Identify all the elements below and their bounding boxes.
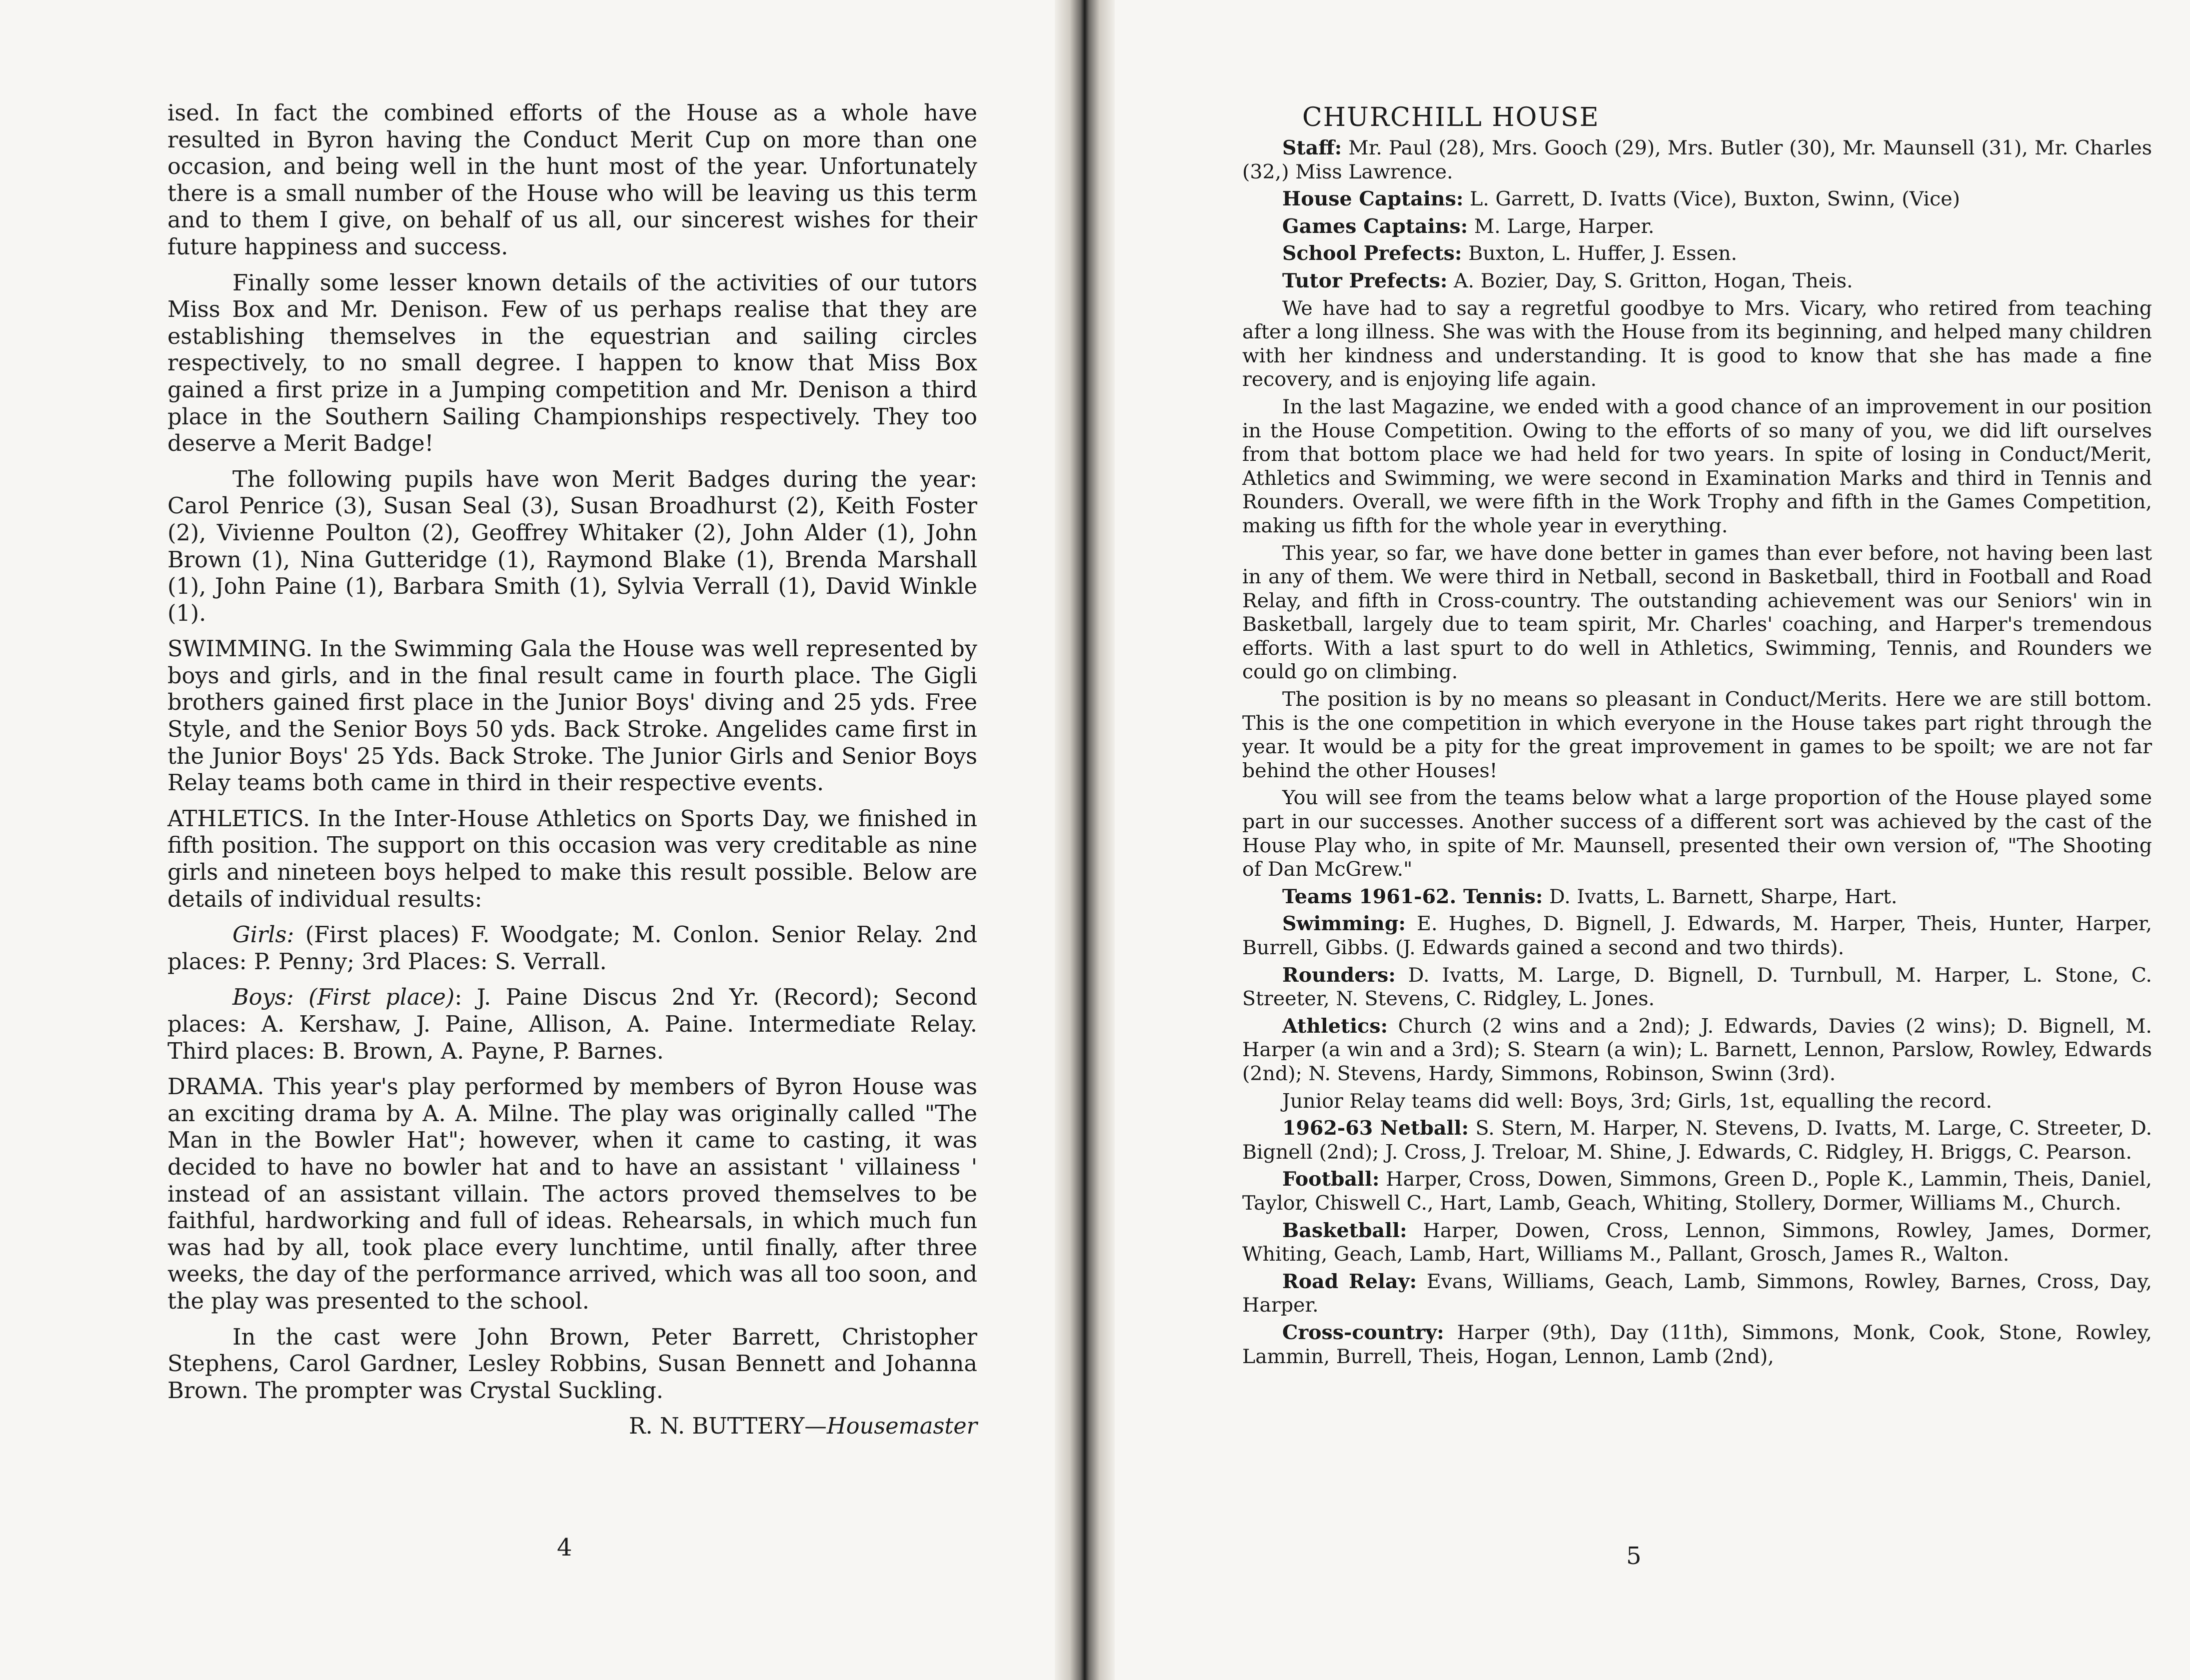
basketball-line	[1242, 1219, 2152, 1267]
netball-line	[1242, 1117, 2152, 1164]
paragraph-last-magazine: In the last Magazine, we ended with a good chance of an improvement in our position in the House Competition. Owing to the efforts of so many of you, we did lift ourselves from that bottom place we had held for two years. In spite of losing in Conduct/Merit, Athletics and Swimming, we were second in Examination Marks and third in Tennis and Rounders. Overall, we were fifth in the Work Trophy and fifth in the Games Competition, making us fifth for the whole year in everything.	[1242, 395, 2152, 537]
rounders-label: Rounders:	[1282, 963, 1396, 987]
school-prefects-text: Buxton, L. Huffer, J. Essen.	[1462, 242, 1738, 265]
right-page-text	[1242, 136, 2152, 1372]
paragraph-conduct: The position is by no means so pleasant in Conduct/Merits. Here we are still bottom. This is the one competition in which everyone in the House takes part right through the year. It would be a pity for the great improvement in games to be spoilt; we are not far behind the other Houses!	[1242, 688, 2152, 782]
girls-results-text: (First places) F. Woodgate; M. Conlon. Senior Relay. 2nd places: P. Penny; 3rd Places: S. Verrall.	[167, 922, 977, 975]
paragraph-merit-badges: The following pupils have won Merit Badges during the year: Carol Penrice (3), Susan Seal (3), Susan Broadhurst (2), Keith Foster (2), Vivienne Poulton (2), Geoffrey Whitaker (2), John Alder (1), John Brown (1), Nina Gutteridge (1), Raymond Blake (1), Brenda Marshall (1), John Paine (1), Barbara Smith (1), Sylvia Verrall (1), David Winkle (1).	[167, 466, 977, 626]
boys-label: Boys:	[232, 984, 294, 1011]
road-relay-label: Road Relay:	[1282, 1270, 1417, 1293]
house-captains-text: L. Garrett, D. Ivatts (Vice), Buxton, Swinn, (Vice)	[1463, 187, 1961, 211]
basketball-text: Harper, Dowen, Cross, Lennon, Simmons, Rowley, James, Dormer, Whiting, Geach, Lamb, Hart, Williams M., Pallant, Grosch, James R., Walton.	[1242, 1219, 2152, 1266]
paragraph-girls-results	[167, 922, 977, 975]
school-prefects-line	[1242, 242, 2152, 266]
cross-country-line	[1242, 1321, 2152, 1369]
cross-country-text: Harper (9th), Day (11th), Simmons, Monk, Cook, Stone, Rowley, Lammin, Burrell, Theis, Hogan, Lennon, Lamb (2nd),	[1242, 1321, 2152, 1368]
left-page-text	[167, 100, 977, 1449]
paragraph-vicary: We have had to say a regretful goodbye to Mrs. Vicary, who retired from teaching after a long illness. She was with the House from its beginning, and helped many children with her kindness and understanding. It is good to know that she has made a fine recovery, and is enjoying life again.	[1242, 296, 2152, 391]
swimming-label: Swimming:	[1282, 912, 1406, 936]
paragraph-teams-intro: You will see from the teams below what a large proportion of the House played some part in our successes. Another success of a different sort was achieved by the cast of the House Play who, in spite of Mr. Maunsell, presented their own version of, "The Shooting of Dan McGrew."	[1242, 786, 2152, 881]
staff-line	[1242, 136, 2152, 184]
girls-label: Girls:	[232, 922, 294, 948]
teams-tennis-label: Teams 1961-62. Tennis:	[1282, 885, 1543, 908]
netball-text: S. Stern, M. Harper, N. Stevens, D. Ivatts, M. Large, C. Streeter, D. Bignell (2nd); J. Cross, J. Treloar, M. Shine, J. Edwards, C. Ridgley, H. Briggs, C. Pearson.	[1242, 1117, 2153, 1164]
paragraph-tutors: Finally some lesser known details of the activities of our tutors Miss Box and Mr. Denison. Few of us perhaps realise that they are establishing themselves in the equestrian and sailing circles respectively, to no small degree. I happen to know that Miss Box gained a first prize in a Jumping competition and Mr. Denison a third place in the Southern Sailing Championships respectively. They too deserve a Merit Badge!	[167, 269, 977, 457]
page-heading: CHURCHILL HOUSE	[1302, 102, 1600, 132]
boys-results-text: : J. Paine Discus 2nd Yr. (Record); Second places: A. Kershaw, J. Paine, Allison, A. Paine. Intermediate Relay. Third places: B. Brown, A. Payne, P. Barnes.	[167, 984, 978, 1064]
rounders-line	[1242, 964, 2152, 1011]
paragraph-games: This year, so far, we have done better in games than ever before, not having been last in any of them. We were third in Netball, second in Basketball, third in Football and Road Relay, and fifth in Cross-country. The outstanding achievement was our Seniors' win in Basketball, largely due to team spirit, Mr. Charles' coaching, and Harper's tremendous efforts. With a last spurt to do well in Athletics, Swimming, Tennis, and Rounders we could go on climbing.	[1242, 541, 2152, 684]
swimming-text: E. Hughes, D. Bignell, J. Edwards, M. Harper, Theis, Hunter, Harper, Burrell, Gibbs. (J. Edwards gained a second and two thirds).	[1242, 912, 2152, 959]
football-label: Football:	[1282, 1168, 1380, 1191]
basketball-label: Basketball:	[1282, 1219, 1407, 1242]
football-text: Harper, Cross, Dowen, Simmons, Green D., Pople K., Lammin, Theis, Daniel, Taylor, Chiswell C., Hart, Lamb, Geach, Whiting, Stollery, Dormer, Williams M., Church.	[1242, 1168, 2152, 1215]
signature-role: Housemaster	[826, 1413, 977, 1440]
paragraph-drama: DRAMA. This year's play performed by members of Byron House was an exciting drama by A. A. Milne. The play was originally called "The Man in the Bowler Hat"; however, when it came to casting, it was decided to have no bowler hat and to have an assistant ' villainess ' instead of an assistant villain. The actors proved themselves to be faithful, hardworking and full of ideas. Rehearsals, in which much fun was had by all, took place every lunchtime, until finally, after three weeks, the day of the performance arrived, which was all too soon, and the play was presented to the school.	[167, 1074, 977, 1314]
junior-relay-line: Junior Relay teams did well: Boys, 3rd; Girls, 1st, equalling the record.	[1282, 1089, 1992, 1113]
page-number-right: 5	[1626, 1542, 1642, 1570]
road-relay-line	[1242, 1270, 2152, 1318]
staff-label: Staff:	[1282, 136, 1342, 159]
games-captains-text: M. Large, Harper.	[1468, 214, 1655, 238]
staff-text: Mr. Paul (28), Mrs. Gooch (29), Mrs. Butler (30), Mr. Maunsell (31), Mr. Charles (32,) Miss Lawrence.	[1242, 136, 2152, 183]
signature	[167, 1413, 977, 1440]
tutor-prefects-text: A. Bozier, Day, S. Gritton, Hogan, Theis.	[1447, 269, 1853, 292]
tutor-prefects-line	[1242, 269, 2152, 293]
athletics-line	[1242, 1015, 2152, 1086]
paragraph-athletics: ATHLETICS. In the Inter-House Athletics on Sports Day, we finished in fifth position. The support on this occasion was very creditable as nine girls and nineteen boys helped to make this result possible. Below are details of individual results:	[167, 805, 977, 912]
athletics-text: Church (2 wins and a 2nd); J. Edwards, Davies (2 wins); D. Bignell, M. Harper (a win and a 3rd); S. Stearn (a win); L. Barnett, Lennon, Parslow, Rowley, Edwards (2nd); N. Stevens, Hardy, Simmons, Robinson, Swinn (3rd).	[1242, 1014, 2152, 1085]
signature-name: R. N. BUTTERY—	[628, 1413, 827, 1440]
book-gutter	[1055, 0, 1115, 1680]
paragraph-swimming: SWIMMING. In the Swimming Gala the House was well represented by boys and girls, and in the final result came in fourth place. The Gigli brothers gained first place in the Junior Boys' diving and 25 yds. Free Style, and the Senior Boys 50 yds. Back Stroke. Angelides came first in the Junior Boys' 25 Yds. Back Stroke. The Junior Girls and Senior Boys Relay teams both came in third in their respective events.	[167, 636, 977, 796]
games-captains-label: Games Captains:	[1282, 214, 1468, 238]
road-relay-text: Evans, Williams, Geach, Lamb, Simmons, Rowley, Barnes, Cross, Day, Harper.	[1242, 1270, 2152, 1317]
paragraph-house-conduct: ised. In fact the combined efforts of the House as a whole have resulted in Byron having the Conduct Merit Cup on more than one occasion, and being well in the hunt most of the year. Unfortunately there is a small number of the House who will be leaving us this term and to them I give, on behalf of us all, our sincerest wishes for their future happiness and success.	[167, 100, 977, 260]
netball-label: 1962-63 Netball:	[1282, 1117, 1469, 1140]
teams-tennis-line	[1242, 885, 2152, 909]
rounders-text: D. Ivatts, M. Large, D. Bignell, D. Turnbull, M. Harper, L. Stone, C. Streeter, N. Stevens, C. Ridgley, L. Jones.	[1242, 963, 2152, 1011]
boys-first-place: (First place)	[293, 984, 455, 1011]
teams-tennis-text: D. Ivatts, L. Barnett, Sharpe, Hart.	[1543, 885, 1898, 908]
left-page	[0, 0, 1055, 1680]
page-number-left: 4	[557, 1534, 572, 1562]
cross-country-label: Cross-country:	[1282, 1321, 1444, 1344]
football-line	[1242, 1168, 2152, 1215]
house-captains-label: House Captains:	[1282, 187, 1464, 211]
swimming-line	[1242, 912, 2152, 960]
paragraph-boys-results	[167, 984, 977, 1065]
right-page	[1115, 0, 2190, 1680]
school-prefects-label: School Prefects:	[1282, 242, 1462, 265]
athletics-label: Athletics:	[1282, 1014, 1388, 1038]
paragraph-cast: In the cast were John Brown, Peter Barrett, Christopher Stephens, Carol Gardner, Lesley Robbins, Susan Bennett and Johanna Brown. The prompter was Crystal Suckling.	[167, 1324, 977, 1404]
games-captains-line	[1242, 215, 2152, 239]
house-captains-line	[1242, 187, 2152, 211]
tutor-prefects-label: Tutor Prefects:	[1282, 269, 1448, 292]
